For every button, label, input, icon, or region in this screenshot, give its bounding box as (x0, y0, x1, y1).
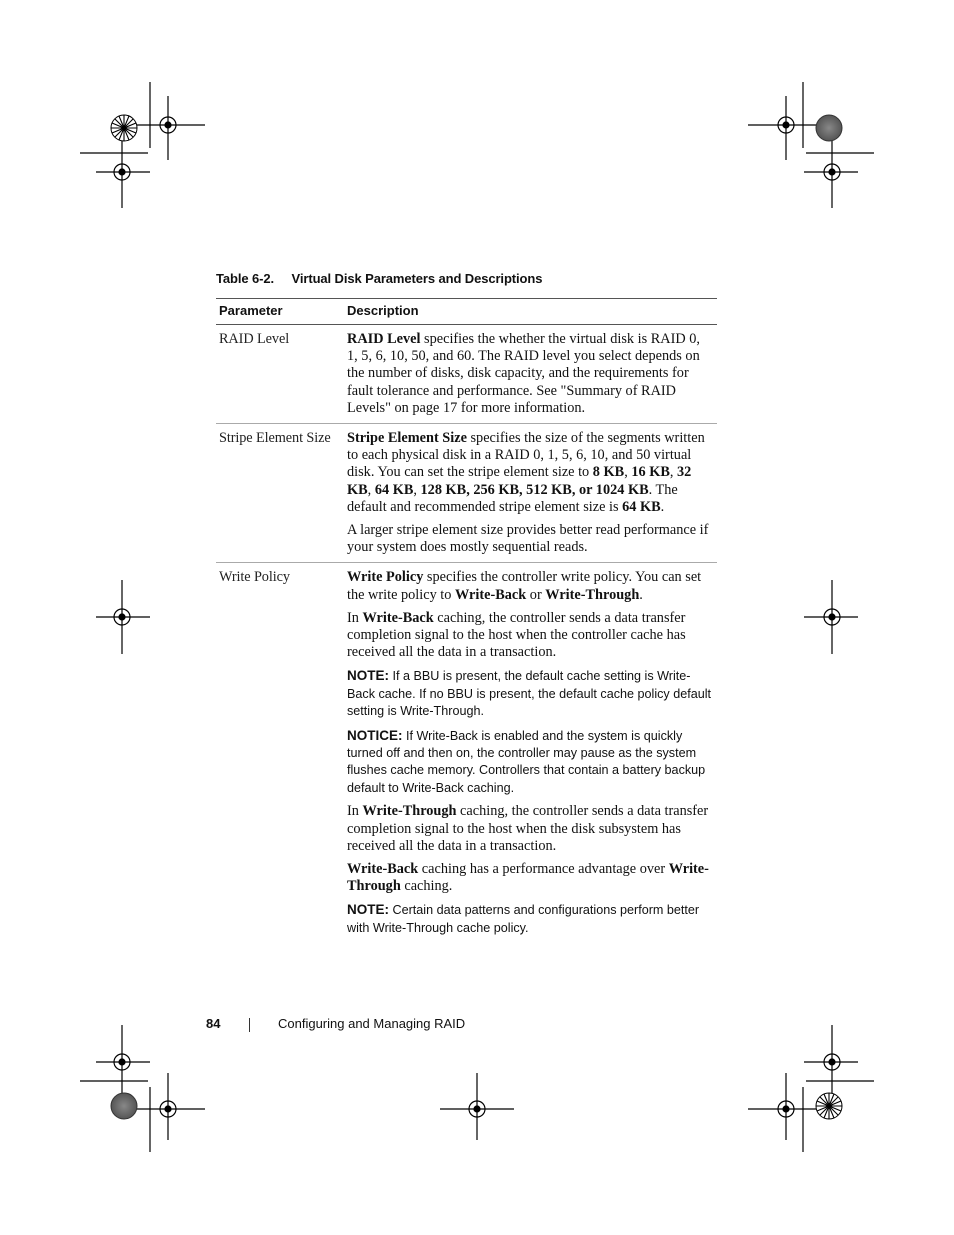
note-box: NOTE: If a BBU is present, the default cache setting is Write-Back cache. If no BBU is present, the default cache policy default setting is Write-Through. (347, 668, 712, 719)
table-number: Table 6-2. (216, 271, 275, 286)
table-header-row (216, 299, 717, 325)
gray-target-icon (816, 115, 842, 141)
write-through-term: Write-Through (400, 704, 481, 719)
write-back-term: Write-Back (347, 860, 419, 877)
text: or (526, 586, 546, 603)
parameter-name: Write Policy (219, 569, 290, 586)
text: caching. (400, 878, 453, 895)
size-value: 128 KB, 256 KB, 512 KB, or 1024 KB (420, 481, 649, 498)
notice-box (347, 727, 714, 798)
text: In (347, 609, 363, 626)
description-paragraph (347, 803, 714, 855)
write-back-term: Write-Back (402, 780, 464, 795)
write-through-term: Write-Through (362, 803, 457, 820)
description-paragraph (347, 610, 714, 662)
text: In (347, 803, 363, 820)
term: Write Policy (347, 569, 424, 586)
size-value: 16 KB (631, 464, 670, 481)
write-back-term: Write-Back (416, 728, 478, 743)
size-value: 64 KB (374, 481, 414, 498)
write-through-term: Write-Through (545, 586, 640, 603)
parameter-name: Stripe Element Size (216, 424, 344, 563)
text: specifies the size of the segments written to each physical disk in a RAID 0, 1, 5, 6, 10, and 50 virtual disk. You can set the stripe element size to (347, 430, 705, 481)
virtual-disk-parameters-table (216, 298, 717, 949)
description-paragraph: Write Policy specifies the controller write policy. You can set the write policy to Write-Back or Write-Through. (347, 569, 702, 603)
text: specifies the whether the virtual disk is RAID 0, 1, 5, 6, 10, 50, and 60. The RAID level you select depends on the number of disks, disk capacity, and the requirements for fault tolerance and performance. See "Summary of RAID Levels" on page 17 for more information. (347, 331, 700, 416)
size-value: 32 KB (347, 464, 692, 498)
column-header-description: Description (344, 299, 717, 325)
term: RAID Level (347, 331, 421, 347)
write-through-term: Write-Through (347, 860, 709, 895)
table-row (216, 424, 717, 563)
write-back-term: Write-Back (362, 609, 434, 626)
note-box (347, 901, 714, 937)
text: caching, the controller sends a data transfer completion signal to the host when the disk subsystem has received all the data in a transaction. (347, 803, 709, 854)
text: If a BBU is present, the default cache setting is (389, 669, 658, 684)
notice-label: NOTICE: (347, 727, 403, 743)
parameter-description (344, 563, 717, 949)
text: caching. (463, 780, 515, 795)
text: is enabled and the system is quickly turned off and then on, the controller may pause as the system flushes cache memory. Controllers that contain a battery backup default to (347, 728, 706, 795)
column-header-parameter: Parameter (216, 299, 344, 325)
note-label: NOTE: (347, 668, 389, 684)
section-title: Configuring and Managing RAID (278, 1016, 466, 1031)
description-paragraph: Stripe Element Size specifies the size of the segments written to each physical disk in a RAID 0, 1, 5, 6, 10, and 50 virtual disk. You can set the stripe element size to 8 KB, 16 KB, 32 KB, 64 KB, 128 KB, 256 KB, 512 KB, or 1024 KB. The default and recommended stripe element size is 64 KB. (347, 430, 705, 515)
table-row (216, 325, 717, 424)
parameter-description (344, 325, 717, 424)
text: cache. If no BBU is present, the default cache policy default setting is (347, 686, 712, 719)
text: If (402, 728, 417, 743)
description-paragraph (347, 861, 714, 895)
parameter-name: RAID Level (216, 325, 344, 424)
parameter-description (344, 424, 717, 563)
text: caching has a performance advantage over (418, 860, 669, 877)
gray-target-icon (111, 1093, 137, 1119)
text: caching, the controller sends a data transfer completion signal to the host when the controller cache has received all the data in a transaction. (347, 609, 686, 661)
size-value: 8 KB (592, 464, 625, 481)
write-back-term: Write-Back (347, 669, 691, 701)
term: Stripe Element Size (347, 430, 467, 447)
text: Certain data patterns and configurations perform better with (347, 903, 700, 935)
table-caption (216, 271, 736, 286)
text: . The default and recommended stripe element size is (347, 481, 678, 515)
description-paragraph: A larger stripe element size provides better read performance if your system does mostly sequential reads. (347, 522, 709, 556)
footer-divider (249, 1018, 250, 1032)
starburst-target-icon (816, 1093, 842, 1119)
description-paragraph (347, 331, 714, 417)
note-label: NOTE: (347, 902, 389, 918)
table-row (216, 563, 717, 949)
table-title: Virtual Disk Parameters and Descriptions (291, 271, 543, 286)
default-size-value: 64 KB (622, 498, 661, 515)
write-through-term: Write-Through (372, 920, 454, 935)
write-back-term: Write-Back (455, 586, 527, 603)
starburst-target-icon (111, 115, 137, 141)
text: specifies the controller write policy. You can set the write policy to (347, 569, 702, 603)
text: cache policy. (453, 920, 529, 935)
page-number: 84 (206, 1016, 221, 1031)
registration-mark-icon (133, 96, 205, 160)
